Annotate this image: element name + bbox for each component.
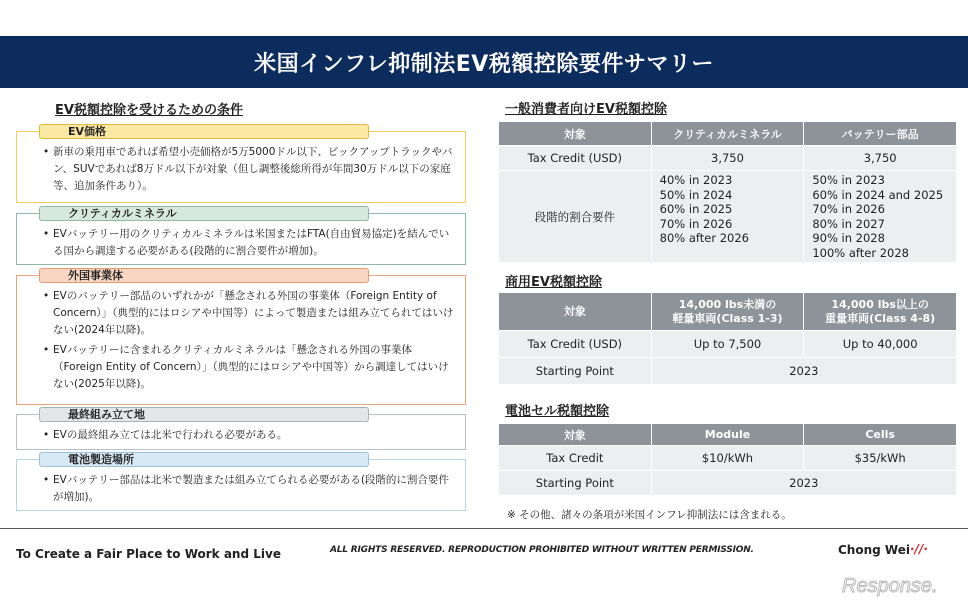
header-line: 14,000 lbs以上の [831,297,929,311]
condition-foreign-entity [16,269,466,405]
commercial-credit-title: 商用EV税額控除 [505,275,602,290]
battery-credit-table [498,423,957,496]
table-header [804,293,957,331]
table-cell: Tax Credit (USD) [499,146,652,171]
condition-item: • EVバッテリーに含まれるクリティカルミネラルは「懸念される外国の事業体（Foreign Entity of Concern）」（典型的にはロシアや中国等）から調達してはいけない(2025年以降)。 [53,342,455,393]
table-cell: $10/kWh [651,446,804,471]
table-row [499,446,957,471]
table-cell: 3,750 [651,146,804,171]
svg-text:Response.: Response. [842,575,938,597]
table-row [499,358,957,385]
condition-label: クリティカルミネラル [39,206,369,221]
schedule-line: 70% in 2026 [659,216,733,231]
table-cell: Starting Point [499,471,652,496]
header-line: 14,000 lbs未満の [678,297,777,311]
table-cell: Tax Credit [499,446,652,471]
footer-company: Chong Wei [838,543,910,557]
table-cell [651,171,804,263]
table-cell: 2023 [651,471,956,496]
condition-ev-price [16,125,466,203]
table-row [499,146,957,171]
consumer-credit-title: 一般消費者向けEV税額控除 [505,102,667,117]
table-row [499,331,957,358]
condition-item: • EVの最終組み立ては北米で行われる必要がある。 [53,427,455,444]
condition-item: • EVバッテリー用のクリティカルミネラルは米国またはFTA(自由貿易協定)を結んでいる国から調達する必要がある(段階的に割合要件が増加)。 [53,226,455,260]
condition-label: EV価格 [39,124,369,139]
schedule-line: 60% in 2024 and 2025 [812,187,944,202]
commercial-credit-table [498,292,957,385]
header-line: 軽量車両(Class 1-3) [672,311,783,325]
table-cell: Tax Credit (USD) [499,331,652,358]
schedule-line: 70% in 2026 [812,202,885,216]
table-cell: Up to 40,000 [804,331,957,358]
table-row [499,471,957,496]
schedule-line: 40% in 2023 [659,173,733,187]
table-row [499,171,957,263]
table-header-row [499,424,957,446]
condition-item: • EVのバッテリー部品のいずれかが「懸念される外国の事業体（Foreign Entity of Concern）」（典型的にはロシアや中国等）によって製造または組み立てられてはいけない(2024年以降)。 [53,288,455,339]
table-header [651,293,804,331]
battery-credit-title: 電池セル税額控除 [505,404,610,419]
table-cell [804,171,957,263]
table-cell: 段階的割合要件 [499,171,652,263]
table-header-row [499,122,957,146]
condition-final-assembly [16,408,466,450]
table-header: Cells [804,424,957,446]
schedule-line: 50% in 2023 [812,173,885,187]
condition-label: 電池製造場所 [39,452,369,467]
schedule-line: 90% in 2028 [812,231,885,245]
table-cell: Starting Point [499,358,652,385]
response-watermark-logo [838,570,958,598]
table-header-row [499,293,957,331]
table-header: Module [651,424,804,446]
schedule-line: 60% in 2025 [659,202,733,216]
table-cell: 2023 [651,358,956,385]
footer-tagline: To Create a Fair Place to Work and Live [16,547,281,561]
header-line: 重量車両(Class 4-8) [825,311,936,325]
schedule-line: 80% after 2026 [659,231,750,245]
footnote: ※ その他、諸々の条項が米国インフレ抑制法には含まれる。 [507,509,792,521]
condition-critical-mineral [16,207,466,265]
slide-title: 米国インフレ抑制法EV税額控除要件サマリー [254,51,714,77]
table-header: 対象 [499,122,652,146]
table-header: 対象 [499,293,652,331]
condition-battery-location [16,453,466,511]
footer-copyright: ALL RIGHTS RESERVED. REPRODUCTION PROHIBITED WITHOUT WRITTEN PERMISSION. [330,545,754,555]
schedule-line: 80% in 2027 [812,216,885,231]
consumer-credit-table [498,121,957,263]
table-cell: 3,750 [804,146,957,171]
conditions-heading: EV税額控除を受けるための条件 [55,103,243,118]
footer-divider [0,528,968,529]
table-header: 対象 [499,424,652,446]
table-cell: Up to 7,500 [651,331,804,358]
company-logo-mark: ·//· [910,542,928,556]
schedule-line: 100% after 2028 [812,245,909,260]
table-header: クリティカルミネラル [651,122,804,146]
schedule-line: 50% in 2024 [659,187,733,202]
condition-label: 最終組み立て地 [39,407,369,422]
table-cell: $35/kWh [804,446,957,471]
condition-item: • 新車の乗用車であれば希望小売価格が5万5000ドル以下、ピックアップトラックやバン、SUVであれば8万ドル以下が対象（但し調整後総所得が年間30万ドル以下の家庭等、追加条件あり）。 [53,144,455,195]
condition-label: 外国事業体 [39,268,369,283]
condition-item: • EVバッテリー部品は北米で製造または組み立てられる必要がある(段階的に割合要件が増加)。 [53,472,455,506]
slide-title-banner [0,36,968,88]
table-header: バッテリー部品 [804,122,957,146]
